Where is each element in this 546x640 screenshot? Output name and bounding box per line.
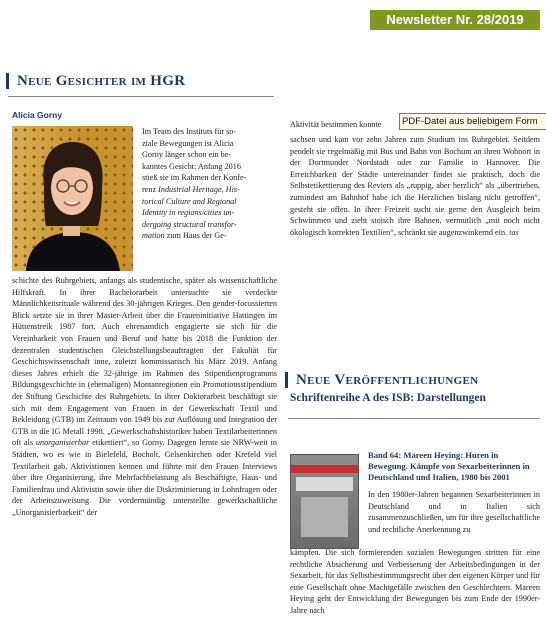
series-title: Schriftenreihe A des ISB: Darstellungen xyxy=(290,392,486,404)
book-description: kämpfen. Die sich formierenden sozialen Bewegungen stritten für eine rechtliche Absicherung und Verbesserung der Arbeitsbedingungen in der Sexarbeit, für das Selbstbestimmungsrecht über den eigenen Körper und für eine Gesellschaft ohne Machtgefälle zwischen den Geschlechtern. Mareen Heying geht der Entwicklung der Bewegungen bis zum Ende der 1990er-Jahre nach xyxy=(290,548,540,615)
book-cover xyxy=(290,454,359,549)
section-rule xyxy=(8,96,274,97)
article-body-left: schichte des Ruhrgebiets, anfangs als studentische, später als wissenschaftliche Hilfskraft. In ihrer Bachelorarbeit untersuchte sie verdeckte Männlichkeitsrituale während des 30-jährigen Krieges. Den gender-focussierten Blick setzte sie in ihrer Master-Arbeit über die Fraueninitiative Hattingen im Hüttenstreik 1987 fort. Auch ehrenamtlich engagierte sie sich für die Vereinbarkeit von Frauen und Beruf und hatte bis 2018 die Funktion der dezentralen studentischen Gleichstellungsbeauftragten der Fakultät für Geschichtswissenschaft inne, zuletzt kommissarisch bis März 2019. Anfang dieses Jahres erhielt die 32-jährige im Rahmen des Stipendienprogramms Bildungsgeschichte in (ehemaligen) Montanregionen ein Promotionsstipendium der Stiftung Geschichte des Ruhrgebiets. In ihrer Doktorarbeit beschäftigt sie sich mit dem Engagement von Frauen in der Gewerkschaft Textil und Bekleidung (GTB) im Zeitraum von 1949 bis zur Auflösung und Integration der GTB in die IG Metall 1998. „Gewerkschaftshistoriker haben Textilarbeiterinnen oft als unorganisierbar etikettiert“, so Gorny. Dagegen lernte sie NRW-weit in Städten, wo es wie in Bielefeld, Bocholt, Gelsenkirchen oder Krefeld viel Textilarbeit gab, Aktivistinnen kennen und führte mit den Frauen Interviews über ihre Organisierung, ihre Mehrfachbelastung als Beschäftigte, Haus- und Familienfrau und Aktivistin sowie über die Diskriminierung in Lohnfragen oder der Arbeitszuweisung. Die vordermündig unterstellte gewerkschaftliche „Unorganisierbarkeit“ der xyxy=(12,276,277,517)
article-wrap-text: Im Team des Instituts für so- ziale Bewegungen ist Alicia Gorny länger schon ein be- kanntes Gesicht: Anfang 2016 stieß sie im Rahmen der Konfe- renz Industrial Heritage, His- torical Culture and Regional Identity in regions/cities un- dergoing structural transfor- mation zum Haus der Ge- xyxy=(142,127,247,241)
book-title: Band 64: Mareen Heying: Huren in Bewegung. Kämpfe von Sexarbeiterinnen in Deutschland und Italien, 1980 bis 2001 xyxy=(368,450,530,483)
article-right-first-line: Aktivität bestimmen konnte xyxy=(290,120,382,129)
author-portrait xyxy=(12,126,133,271)
book-wrap-text: In den 1980er-Jahren begannen Sexarbeiterinnen in Deutschland und in Italien sich zusammenzuschließen, um für ihre gesellschaftliche und rechtliche Anerkennung zu xyxy=(368,490,540,534)
section-title-publications: Neue Veröffentlichungen xyxy=(285,372,478,388)
pdf-tooltip: PDF-Datei aus beliebigem Form xyxy=(399,113,546,130)
newsletter-badge: Newsletter Nr. 28/2019 xyxy=(370,10,540,30)
series-rule xyxy=(288,418,540,419)
section-title-new-faces: Neue Gesichter im HGR xyxy=(6,73,185,89)
article-body-right: sachsen und kam vor zehn Jahren zum Studium ins Ruhrgebiet. Seitdem pendelt sie regelmäßig mit Bus und Bahn von Bochum an ihren Wohnort in der Dortmunder Nordstadt oder zur Familie in Hannover. Die Erreichbarkeit der Städte untereinander findet sie praktisch, doch die Selbstetikettierung des Reviers als „ruppig, aber herzlich“ als „übertrieben, zumindest am Bahnhof habe ich die Herzlichen bislang nicht getroffen“, gesteht sie offen. In ihrer Freizeit sucht sie gerne den Ausgleich beim Schwimmen und zieht stoisch ihre Bahnen, vermutlich „mit noch nicht ökologisch korrekten Textilien“, schränkt sie augenzwinkernd ein. tas xyxy=(290,135,540,237)
author-name: Alicia Gorny xyxy=(12,110,63,120)
